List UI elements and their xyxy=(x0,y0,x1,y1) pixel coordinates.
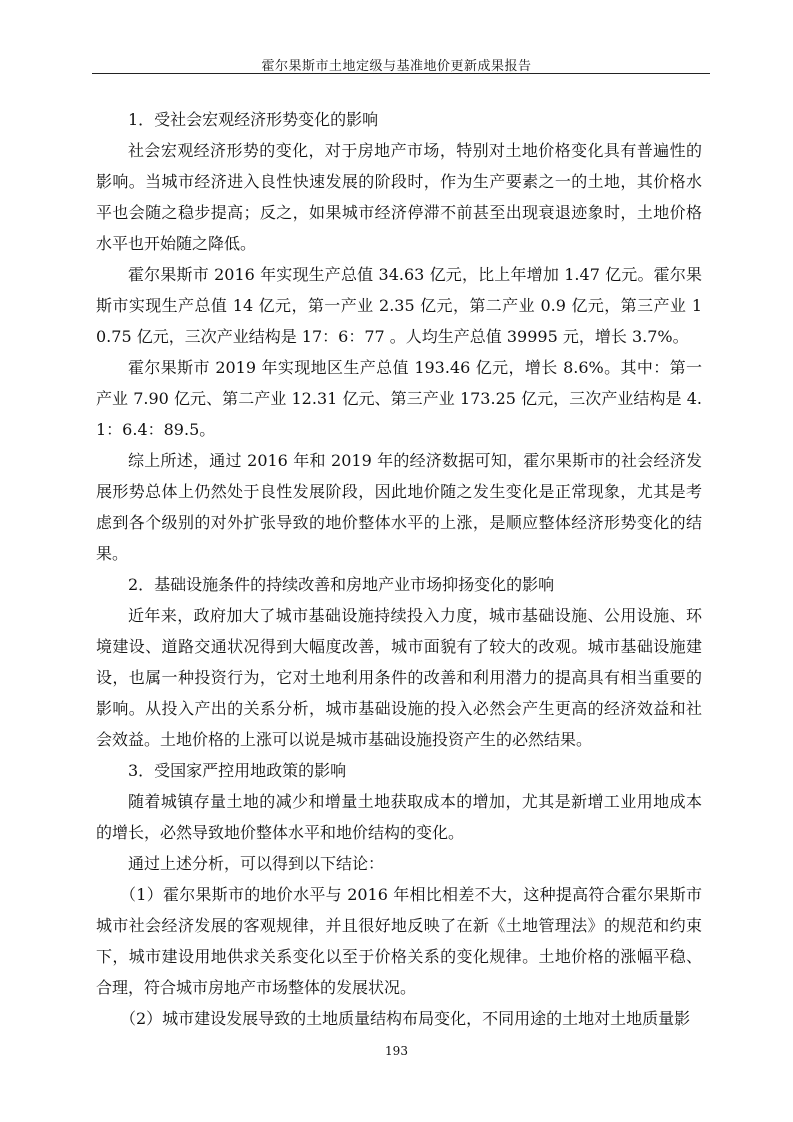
page-number: 193 xyxy=(385,1044,408,1058)
paragraph-macro-economy: 社会宏观经济形势的变化，对于房地产市场，特别对土地价格变化具有普遍性的影响。当城市经济进入良性快速发展的阶段时，作为生产要素之一的土地，其价格水平也会随之稳步提高；反之，如果城市经济停滞不前甚至出现衰退迹象时，土地价格水平也开始随之降低。 xyxy=(96,141,702,253)
running-header: 霍尔果斯市土地定级与基准地价更新成果报告 xyxy=(261,59,532,74)
section-heading-1: 1．受社会宏观经济形势变化的影响 xyxy=(128,110,379,129)
section-heading-2: 2．基础设施条件的持续改善和房地产业市场抑扬变化的影响 xyxy=(128,575,555,594)
paragraph-conclusion-2: （2）城市建设发展导致的土地质量结构布局变化，不同用途的土地对土地质量影 xyxy=(120,1009,691,1028)
paragraph-infrastructure: 近年来，政府加大了城市基础设施持续投入力度，城市基础设施、公用设施、环境建设、道路交通状况得到大幅度改善，城市面貌有了较大的改观。城市基础设施建设，也属一种投资行为，它对土地利用条件的改善和利用潜力的提高具有相当重要的影响。从投入产出的关系分析，城市基础设施的投入必然会产生更高的经济效益和社会效益。土地价格的上涨可以说是城市基础设施投资产生的必然结果。 xyxy=(96,606,702,749)
paragraph-conclusion-intro: 通过上述分析，可以得到以下结论： xyxy=(128,854,385,873)
paragraph-2019-gdp: 霍尔果斯市 2019 年实现地区生产总值 193.46 亿元，增长 8.6%。其中：第一产业 7.90 亿元、第二产业 12.31 亿元、第三产业 173.25 亿元，三次产业结构是 4.1：6.4：89.5。 xyxy=(96,358,702,439)
header-rule xyxy=(92,73,710,74)
paragraph-summary: 综上所述，通过 2016 年和 2019 年的经济数据可知，霍尔果斯市的社会经济发展形势总体上仍然处于良性发展阶段，因此地价随之发生变化是正常现象，尤其是考虑到各个级别的对外扩张导致的地价整体水平的上涨，是顺应整体经济形势变化的结果。 xyxy=(96,451,702,563)
paragraph-2016-gdp: 霍尔果斯市 2016 年实现生产总值 34.63 亿元，比上年增加 1.47 亿元。霍尔果斯市实现生产总值 14 亿元，第一产业 2.35 亿元，第二产业 0.9 亿元，第三产业 10.75 亿元，三次产业结构是 17：6：77 。人均生产总值 39995 元，增长 3.7%。 xyxy=(96,265,702,346)
paragraph-conclusion-1: （1）霍尔果斯市的地价水平与 2016 年相比相差不大，这种提高符合霍尔果斯市城市社会经济发展的客观规律，并且很好地反映了在新《土地管理法》的规范和约束下，城市建设用地供求关系变化以至于价格关系的变化规律。土地价格的涨幅平稳、合理，符合城市房地产市场整体的发展状况。 xyxy=(96,885,702,997)
section-heading-3: 3．受国家严控用地政策的影响 xyxy=(128,761,347,780)
document-body xyxy=(96,104,702,1034)
paragraph-land-policy: 随着城镇存量土地的减少和增量土地获取成本的增加，尤其是新增工业用地成本的增长，必然导致地价整体水平和地价结构的变化。 xyxy=(96,792,702,842)
